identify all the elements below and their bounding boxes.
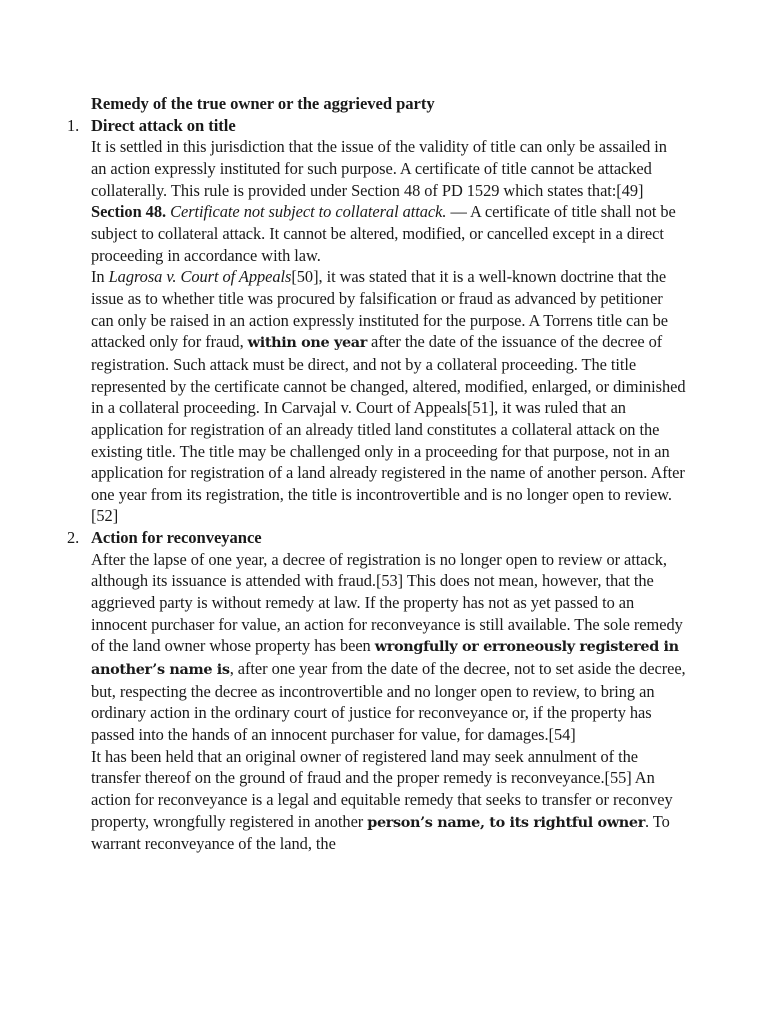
document-body (67, 93, 686, 855)
emphasis: wrongfully or erroneously registered in another’s name is (91, 638, 679, 679)
provision-article: A (469, 202, 481, 222)
section-heading: Direct attack on title (91, 115, 236, 135)
emphasis: person’s name, to its rightful owner (367, 813, 645, 831)
provision-title: Certificate not subject to collateral attack. (170, 202, 447, 222)
section-number: 1. (67, 115, 80, 135)
section-heading: Action for reconveyance (91, 528, 262, 548)
section-number: 2. (67, 528, 80, 548)
paragraph: It is settled in this jurisdiction that the issue of the validity of title can only be assailed in an action expressly instituted for such purpose. A certificate of title cannot be attacked collaterally. This rule is provided under Section 48 of PD 1529 which states that:[49] (91, 137, 667, 200)
section-reconveyance (67, 527, 686, 855)
section-direct-attack (67, 115, 686, 527)
case-name: Lagrosa v. Court of Appeals (108, 267, 292, 287)
document-title: Remedy of the true owner or the aggrieved party (91, 94, 435, 113)
paragraph: After the lapse of one year, a decree of registration is no longer open to review or attack, although its issuance is attended with fraud.[53] This does not mean, however, that the aggrieved party is without remedy at law. If the property has not as yet passed to an innocent purchaser for value, an action for reconveyance is still available. The sole remedy of the land owner whose property has been wrongfully or erroneously registered in another’s name is, after one year from the date of the decree, not to set aside the decree, but, respecting the decree as incontrovertible and no longer open to review, to bring an ordinary action in the ordinary court of justice for reconveyance or, if the property has passed into the hands of an innocent purchaser for value, for damages.[54] (91, 549, 686, 745)
emphasis: within one year (247, 334, 367, 352)
provision-dash: — (446, 202, 470, 222)
quoted-provision (91, 201, 686, 266)
provision-text: certificate of title shall not be subject to collateral attack. It cannot be altered, modified, or cancelled except in a direct proceeding in accordance with law. (91, 202, 676, 265)
paragraph: It has been held that an original owner of registered land may seek annulment of the transfer thereof on the ground of fraud and the proper remedy is reconveyance.[55] An action for reconveyance is a legal and equitable remedy that seeks to transfer or reconvey property, wrongfully registered in another person’s name, to its rightful owner. To warrant reconveyance of the land, the (91, 746, 673, 854)
provision-label: Section 48. (91, 202, 167, 222)
paragraph: In Lagrosa v. Court of Appeals[50], it was stated that it is a well-known doctrine that the issue as to whether title was procured by falsification or fraud as advanced by petitioner can only be raised in an action expressly instituted for the purpose. A Torrens title can be attacked only for fraud, within one year after the date of the issuance of the decree of registration. Such attack must be direct, and not by a collateral proceeding. The title represented by the certificate cannot be changed, altered, modified, enlarged, or diminished in a collateral proceeding. In Carvajal v. Court of Appeals[51], it was ruled that an application for registration of an already titled land constitutes a collateral attack on the existing title. The title may be challenged only in a proceeding for that purpose, not in an application for registration of a land already registered in the name of another person. After one year from its registration, the title is incontrovertible and is no longer open to review.[52] (91, 267, 686, 526)
